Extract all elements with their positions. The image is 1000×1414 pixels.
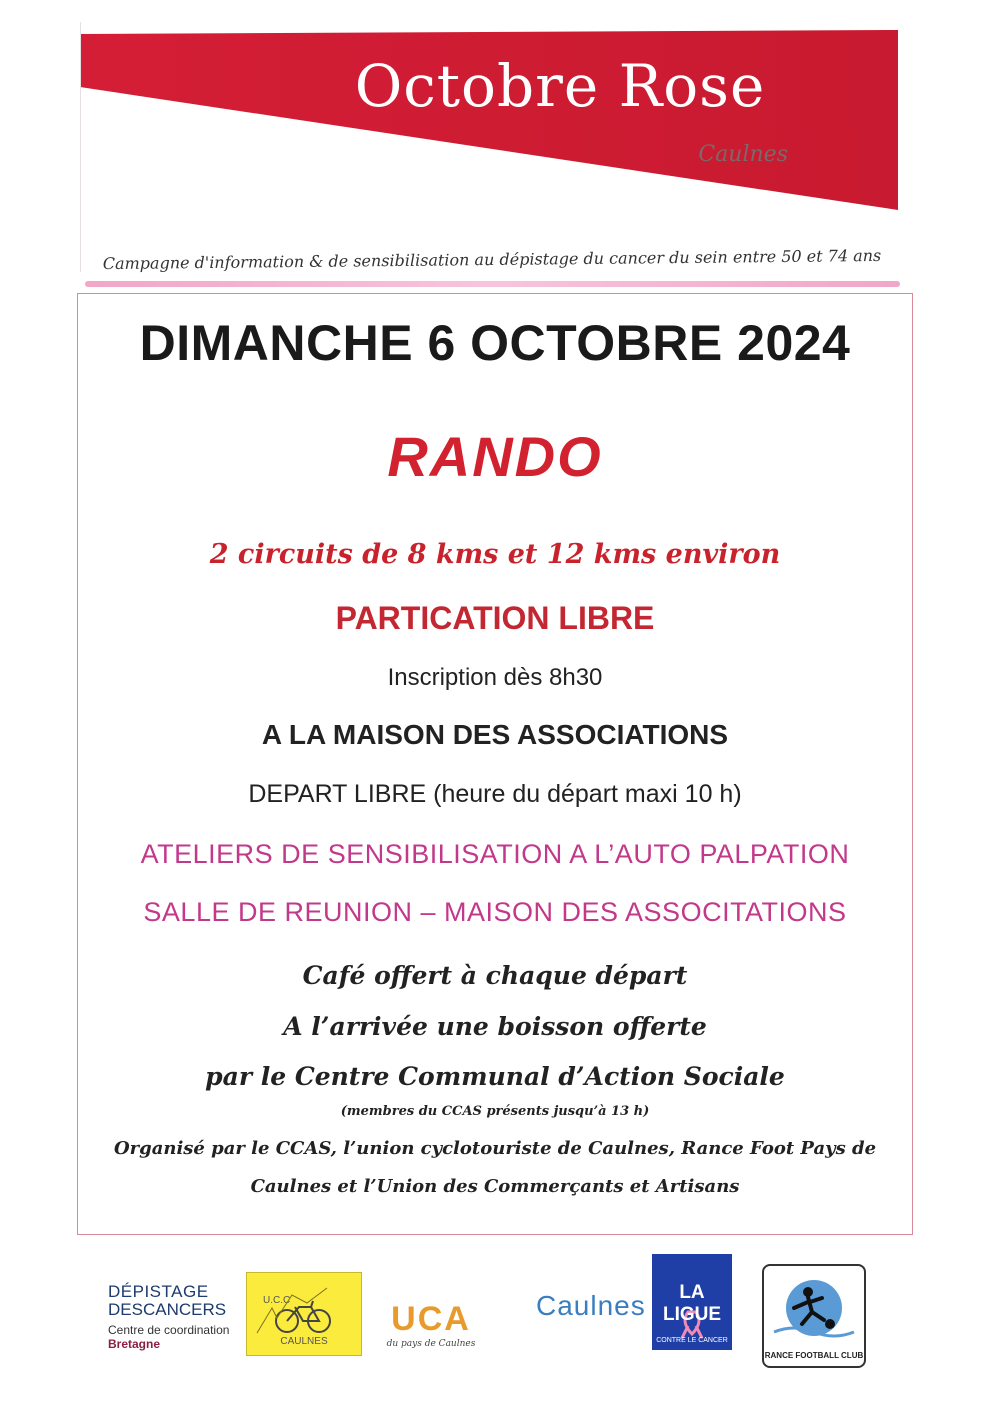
header-title: Octobre Rose [354,52,766,120]
pink-divider [85,281,900,287]
header-banner [80,22,898,272]
event-workshops: ATELIERS DE SENSIBILISATION A L’AUTO PALPATION [140,839,850,869]
rance-logo [762,1264,866,1368]
depistage-line4: Bretagne [108,1337,161,1351]
event-box [77,293,913,1235]
uca-main-text: UCA [391,1300,471,1338]
caulnes-logo: Caulnes [536,1290,646,1321]
ligue-main-text: LA LIGUE [662,1282,722,1325]
rance-text: RANCE FOOTBALL CLUB [764,1351,864,1360]
event-circuits: 2 circuits de 8 kms et 12 kms environ [209,539,781,570]
event-location: A LA MAISON DES ASSOCIATIONS [261,719,729,750]
event-departure: DEPART LIBRE (heure du départ maxi 10 h) [248,780,742,808]
event-date: DIMANCHE 6 OCTOBRE 2024 [139,315,851,371]
event-coffee: Café offert à chaque départ [302,961,688,990]
event-organizers: Organisé par le CCAS, l’union cyclotouriste de Caulnes, Rance Foot Pays de Caulnes et l’Union des Commerçants et Artisans [113,1138,877,1197]
ucc-logo [246,1272,362,1356]
event-title: RANDO [387,425,603,488]
event-members-note: (membres du CCAS présents jusqu’à 13 h) [340,1104,650,1119]
event-sponsor: par le Centre Communal d’Action Sociale [205,1062,785,1091]
depistage-logo [108,1283,248,1351]
header-subtitle: Caulnes [698,142,788,167]
uca-sub-text: du pays de Caulnes [386,1339,476,1349]
depistage-line2: DESCANCERS [108,1300,227,1319]
event-inscription: Inscription dès 8h30 [387,664,603,691]
ucc-bottom-text: CAULNES [280,1336,328,1347]
ligue-sub-text: CONTRE LE CANCER [656,1337,728,1344]
uca-logo [376,1300,486,1349]
depistage-line3: Centre de coordination [108,1323,230,1337]
campaign-text: Campagne d'information & de sensibilisation au dépistage du cancer du sein entre 50 et 74 ans [102,245,882,274]
ucc-top-text: U.C.C [263,1295,291,1306]
ligue-logo [652,1254,732,1350]
event-drink: A l’arrivée une boisson offerte [283,1012,707,1041]
depistage-line1: DÉPISTAGE [108,1282,209,1301]
event-participation: PARTICATION LIBRE [335,600,655,636]
event-room: SALLE DE REUNION – MAISON DES ASSOCITATIONS [143,897,847,927]
